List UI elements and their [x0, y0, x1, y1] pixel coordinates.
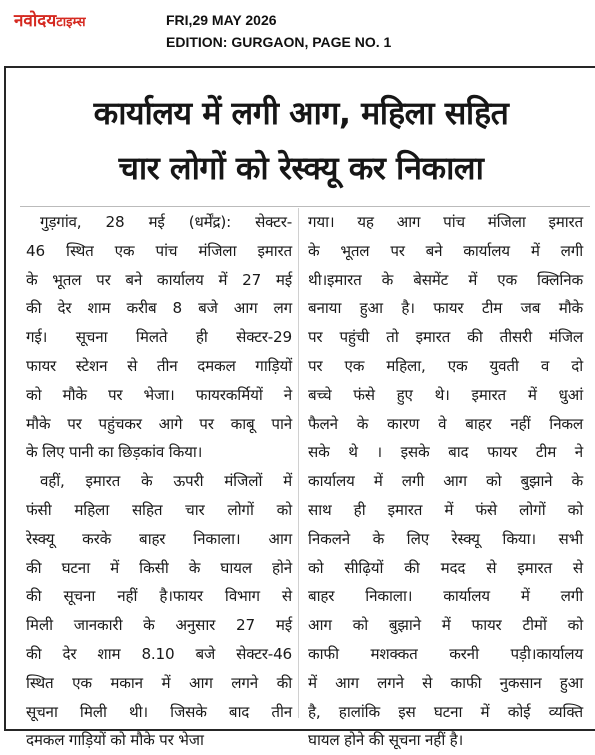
article-text-line: को मौके पर भेजा। फायरकर्मियों ने — [26, 385, 292, 404]
edition-page: EDITION: GURGAON, PAGE NO. 1 — [166, 34, 392, 50]
article-text-line: रेस्क्यू करके बाहर निकाला। आग — [26, 529, 292, 548]
article-text-line: थी।इमारत के बेसमेंट में एक क्लिनिक — [308, 270, 583, 289]
edition-info — [166, 9, 391, 53]
article-text-line: गुड़गांव, 28 मई (धर्मेंद्र): सेक्टर- — [40, 213, 292, 231]
headline-line-2: चार लोगों को रेस्क्यू कर निकाला — [118, 149, 484, 187]
issue-date: FRI,29 MAY 2026 — [166, 12, 277, 28]
article-text-line: के भूतल पर बने कार्यालय में 27 मई — [26, 270, 292, 289]
article-text-line: साथ ही इमारत में फंसे लोगों को — [308, 500, 583, 519]
column-divider — [298, 208, 299, 718]
article-text-line: बनाया हुआ है। फायर टीम जब मौके — [308, 299, 583, 318]
article-text-line: पर एक महिला, एक युवती व दो — [308, 356, 583, 375]
article-text-line: को सीढ़ियों की मदद से इमारत से — [308, 558, 583, 577]
article-text-line: गई। सूचना मिलते ही सेक्टर-29 — [26, 328, 292, 347]
article-text-line: सके थे । इसके बाद फायर टीम ने — [308, 443, 583, 462]
article-text-line: आग को बुझाने में फायर टीमों को — [308, 616, 583, 635]
article-text-line: फंसी महिला सहित चार लोगों को — [26, 500, 292, 519]
article-text-line: घायल होने की सूचना नहीं है। — [308, 731, 464, 750]
article-text-line: मिली जानकारी के अनुसार 27 मई — [26, 616, 292, 635]
article-text-line: की देर शाम 8.10 बजे सेक्टर-46 — [26, 644, 292, 663]
article-text-line: के भूतल पर बने कार्यालय में लगी — [308, 241, 583, 260]
article-clipping — [4, 66, 595, 750]
article-text-line: है, हालांकि इस घटना में कोई व्यक्ति — [308, 702, 583, 721]
logo-text-main: नवोदय — [14, 11, 57, 31]
article-text-line: की घटना में किसी के घायल होने — [26, 558, 292, 577]
article-text-line: के लिए पानी का छिड़कांव किया। — [26, 443, 203, 462]
article-column-2 — [308, 208, 583, 755]
article-text-line: निकलने के लिए रेस्क्यू किया। सभी — [308, 529, 583, 548]
article-column-1 — [26, 208, 292, 755]
article-text-line: स्थित एक मकान में आग लगने की — [26, 673, 292, 692]
article-text-line: वहीं, इमारत के ऊपरी मंजिलों में — [40, 472, 292, 491]
masthead — [0, 0, 595, 62]
article-text-line: काफी मशक्कत करनी पड़ी।कार्यालय — [308, 644, 583, 663]
article-text-line: गया। यह आग पांच मंजिला इमारत — [308, 213, 583, 231]
newspaper-logo — [14, 8, 86, 31]
article-text-line: बच्चे फंसे हुए थे। इमारत में धुआं — [308, 385, 583, 404]
article-text-line: मौके पर पहुंचकर आगे पर काबू पाने — [26, 414, 292, 433]
logo-text-sub: टाइम्स — [56, 15, 86, 30]
headline-line-1: कार्यालय में लगी आग, महिला सहित — [93, 94, 509, 132]
article-text-line: फैलने के कारण वे बाहर नहीं निकल — [308, 414, 583, 433]
article-text-line: बाहर निकाला। कार्यालय में लगी — [308, 587, 583, 606]
headline-divider — [20, 206, 590, 207]
article-text-line: की सूचना नहीं है।फायर विभाग से — [26, 587, 292, 606]
article-text-line: की देर शाम करीब 8 बजे आग लग — [26, 299, 292, 318]
article-text-line: सूचना मिली थी। जिसके बाद तीन — [26, 702, 292, 721]
article-text-line: में आग लगने से काफी नुकसान हुआ — [308, 673, 583, 692]
article-text-line: दमकल गाड़ियों को मौके पर भेजा — [26, 731, 204, 750]
article-text-line: पर पहुंची तो इमारत की तीसरी मंजिल — [308, 328, 583, 347]
article-text-line: 46 स्थित एक पांच मंजिला इमारत — [26, 241, 292, 260]
article-text-line: फायर स्टेशन से तीन दमकल गाड़ियों — [26, 356, 292, 375]
article-text-line: कार्यालय में लगी आग को बुझाने के — [308, 472, 583, 491]
